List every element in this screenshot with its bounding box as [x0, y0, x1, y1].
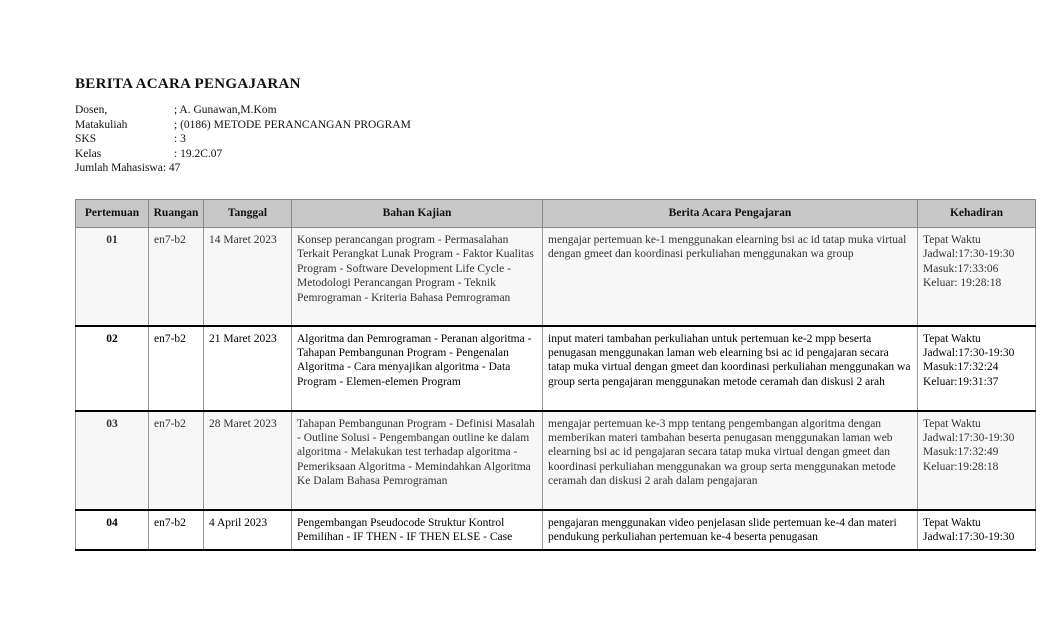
cell-bahan-kajian: Konsep perancangan program - Permasalahan Terkait Perangkat Lunak Program - Faktor Kualitas Program - Software Development Life Cycle - Metodologi Perancangan Program - Teknik Pemrograman - Kriteria Bahasa Pemrograman	[292, 228, 543, 326]
table-row	[76, 326, 1036, 411]
info-value: : 3	[174, 133, 186, 146]
kehadiran-jadwal: Jadwal:17:30-19:30	[923, 248, 1015, 261]
info-label: Matakuliah	[75, 118, 128, 131]
cell-bahan-kajian: Algoritma dan Pemrograman - Peranan algoritma - Tahapan Pembangunan Program - Pengenalan Algoritma - Cara menyajikan algoritma - Data Program - Elemen-elemen Program	[292, 326, 543, 411]
cell-ruangan: en7-b2	[149, 510, 204, 551]
table-header-row	[76, 200, 1036, 228]
document-title: BERITA ACARA PENGAJARAN	[75, 76, 301, 92]
kehadiran-status: Tepat Waktu	[923, 332, 981, 345]
cell-pertemuan: 03	[76, 411, 149, 510]
table-row	[76, 510, 1036, 551]
kehadiran-keluar: Keluar: 19:28:18	[923, 277, 1002, 290]
table-row	[76, 228, 1036, 326]
kehadiran-jadwal: Jadwal:17:30-19:30	[923, 431, 1015, 444]
info-label: Kelas	[75, 147, 102, 160]
header-bahan-kajian: Bahan Kajian	[292, 200, 543, 228]
cell-berita-acara: input materi tambahan perkuliahan untuk pertemuan ke-2 mpp beserta penugasan menggunakan laman web elearning bsi ac id pengajaran secara tatap muka virtual dengan gmeet dan koordinasi perkuliahan menggunakan wa group serta pengajaran menggunakan metode ceramah dan diskusi 2 arah	[543, 326, 918, 411]
header-tanggal: Tanggal	[204, 200, 292, 228]
kehadiran-masuk: Masuk:17:32:24	[923, 361, 999, 374]
header-pertemuan: Pertemuan	[76, 200, 149, 228]
kehadiran-status: Tepat Waktu	[923, 516, 981, 529]
cell-berita-acara: mengajar pertemuan ke-1 menggunakan elearning bsi ac id tatap muka virtual dengan gmeet dan koordinasi perkuliahan menggunakan wa group	[543, 228, 918, 326]
info-row-matakuliah	[75, 118, 411, 133]
header-ruangan: Ruangan	[149, 200, 204, 228]
cell-tanggal: 4 April 2023	[204, 510, 292, 551]
cell-pertemuan: 02	[76, 326, 149, 411]
cell-ruangan: en7-b2	[149, 411, 204, 510]
info-label: SKS	[75, 133, 97, 146]
cell-kehadiran	[918, 411, 1036, 510]
kehadiran-status: Tepat Waktu	[923, 417, 981, 430]
cell-pertemuan: 01	[76, 228, 149, 326]
cell-tanggal: 28 Maret 2023	[204, 411, 292, 510]
course-info	[75, 103, 411, 176]
info-label: Jumlah Mahasiswa	[75, 162, 163, 175]
info-value: ; (0186) METODE PERANCANGAN PROGRAM	[174, 118, 411, 131]
attendance-table	[75, 199, 1036, 551]
cell-bahan-kajian: Pengembangan Pseudocode Struktur Kontrol Pemilihan - IF THEN - IF THEN ELSE - Case	[292, 510, 543, 551]
header-kehadiran: Kehadiran	[918, 200, 1036, 228]
header-berita-acara: Berita Acara Pengajaran	[543, 200, 918, 228]
cell-tanggal: 14 Maret 2023	[204, 228, 292, 326]
cell-berita-acara: mengajar pertemuan ke-3 mpp tentang pengembangan algoritma dengan memberikan materi tambahan beserta penugasan menggunakan laman web elearning bsi ac id pengajaran secara tatap muka virtual dengan gmeet dan koordinasi perkuliahan menggunakan wa group serta menggunakan metode ceramah dan diskusi 2 arah dalam pengajaran	[543, 411, 918, 510]
cell-berita-acara: pengajaran menggunakan video penjelasan slide pertemuan ke-4 dan materi pendukung perkuliahan pertemuan ke-4 beserta penugasan	[543, 510, 918, 551]
info-row-sks	[75, 132, 411, 147]
cell-ruangan: en7-b2	[149, 326, 204, 411]
cell-ruangan: en7-b2	[149, 228, 204, 326]
info-value: ; A. Gunawan,M.Kom	[174, 104, 277, 116]
kehadiran-status: Tepat Waktu	[923, 234, 981, 246]
info-value: : 47	[162, 162, 181, 175]
cell-kehadiran	[918, 510, 1036, 551]
kehadiran-keluar: Keluar:19:28:18	[923, 460, 999, 473]
cell-kehadiran	[918, 228, 1036, 326]
info-value: : 19.2C.07	[174, 147, 223, 160]
kehadiran-masuk: Masuk:17:33:06	[923, 262, 999, 275]
table-row	[76, 411, 1036, 510]
kehadiran-jadwal: Jadwal:17:30-19:30	[923, 530, 1015, 543]
kehadiran-jadwal: Jadwal:17:30-19:30	[923, 346, 1015, 359]
kehadiran-keluar: Keluar:19:31:37	[923, 375, 999, 388]
cell-bahan-kajian: Tahapan Pembangunan Program - Definisi Masalah - Outline Solusi - Pengembangan outline ke dalam algoritma - Melakukan test terhadap algoritma - Pemeriksaan Algoritma - Memindahkan Algoritma Ke Dalam Bahasa Pemrograman	[292, 411, 543, 510]
cell-kehadiran	[918, 326, 1036, 411]
info-row-kelas	[75, 147, 411, 162]
info-row-jumlah-mahasiswa	[75, 161, 411, 176]
cell-tanggal: 21 Maret 2023	[204, 326, 292, 411]
info-label: Dosen,	[75, 104, 108, 116]
kehadiran-masuk: Masuk:17:32:49	[923, 446, 999, 459]
info-row-dosen	[75, 103, 411, 118]
cell-pertemuan: 04	[76, 510, 149, 551]
